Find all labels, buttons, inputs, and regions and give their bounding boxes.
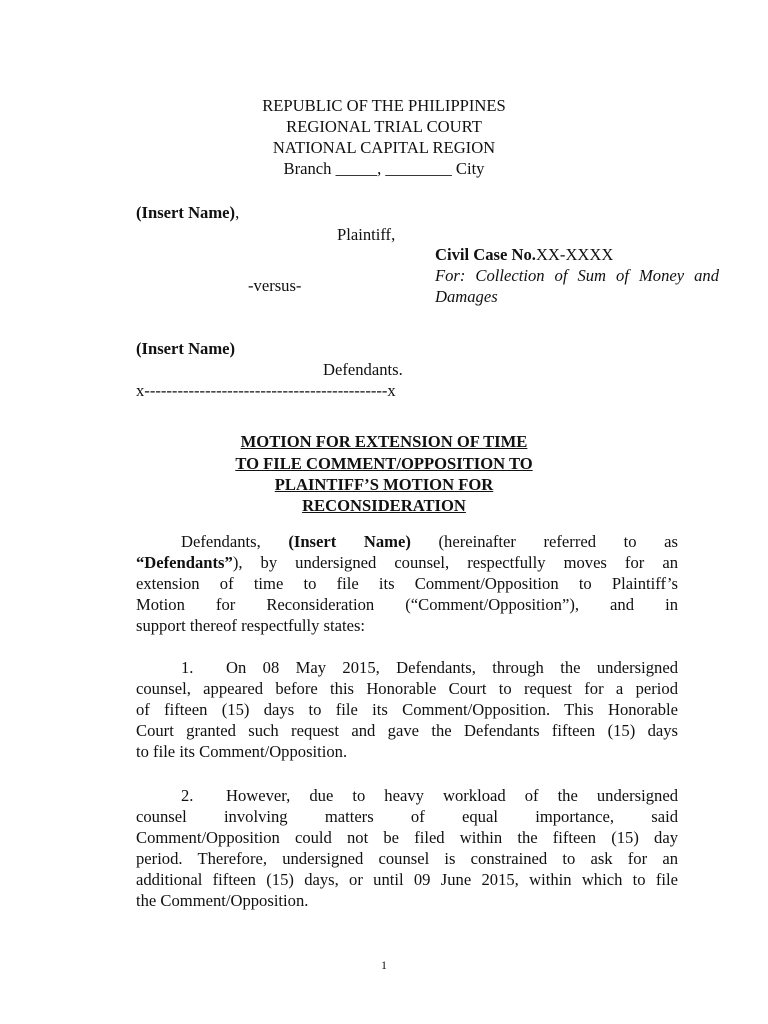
motion-title-line1: MOTION FOR EXTENSION OF TIME [240, 432, 528, 451]
para2-line6: the Comment/Opposition. [136, 891, 309, 910]
motion-title-line4: RECONSIDERATION [302, 496, 466, 515]
case-number-value: XX-XXXX [535, 245, 614, 264]
para2-line4: period. Therefore, undersigned counsel is constrained to ask for an [136, 849, 678, 868]
para2-line2: counsel involving matters of equal importance, said [136, 807, 678, 826]
para2-line3: Comment/Opposition could not be filed within the fifteen (15) day [136, 828, 678, 847]
motion-title-line2: TO FILE COMMENT/OPPOSITION TO [235, 454, 533, 473]
para1-line3: of fifteen (15) days to file its Comment/Opposition. This Honorable [136, 700, 678, 719]
para2-line1-text: However, due to heavy workload of the undersigned [226, 786, 678, 805]
para2-number: 2. [181, 786, 194, 805]
case-number-label: Civil Case No. [435, 245, 536, 264]
court-header-rtc: REGIONAL TRIAL COURT [286, 117, 482, 136]
intro-line2 [136, 552, 678, 573]
intro-defendants-defined: “Defendants” [136, 553, 233, 572]
paragraph-1 [136, 657, 678, 762]
intro-defendants-word: Defendants, [181, 532, 261, 551]
intro-hereinafter: (hereinafter referred to as [438, 532, 678, 551]
intro-paragraph [136, 531, 678, 636]
court-header-ncr: NATIONAL CAPITAL REGION [272, 138, 496, 157]
court-header-republic: REPUBLIC OF THE PHILIPPINES [262, 96, 506, 115]
intro-line2-text: ), by undersigned counsel, respectfully moves for an [232, 553, 678, 572]
para1-line1-text: On 08 May 2015, Defendants, through the undersigned [226, 658, 678, 677]
intro-line5: support thereof respectfully states: [136, 616, 366, 635]
para2-line1 [136, 785, 678, 806]
motion-title-line3: PLAINTIFF’S MOTION FOR [274, 475, 494, 494]
versus-label: -versus- [248, 276, 302, 295]
para1-number: 1. [181, 658, 194, 677]
defendant-name: (Insert Name) [136, 339, 236, 358]
plaintiff-label: Plaintiff, [337, 225, 396, 244]
intro-insert-name: (Insert Name) [288, 532, 411, 551]
court-header-branch: Branch _____, ________ City [283, 159, 485, 178]
caption-separator: x--------------------------------------------x [136, 381, 396, 400]
para2-line5: additional fifteen (15) days, or until 09 June 2015, within which to file [136, 870, 678, 889]
paragraph-2 [136, 785, 678, 911]
plaintiff-comma: , [235, 203, 240, 222]
intro-line1 [136, 531, 678, 552]
para1-line5: to file its Comment/Opposition. [136, 742, 348, 761]
plaintiff-name: (Insert Name) [136, 203, 236, 222]
plaintiff-name-line [136, 202, 239, 223]
intro-line3: extension of time to file its Comment/Opposition to Plaintiff’s [136, 574, 678, 593]
case-nature-line1: For: Collection of Sum of Money and [435, 266, 719, 285]
intro-line4: Motion for Reconsideration (“Comment/Opposition”), and in [136, 595, 678, 614]
case-number [435, 244, 613, 265]
defendant-label: Defendants. [323, 360, 403, 379]
page-number: 1 [381, 958, 387, 972]
case-nature-line2: Damages [435, 287, 498, 306]
para1-line1 [136, 657, 678, 678]
para1-line4: Court granted such request and gave the Defendants fifteen (15) days [136, 721, 678, 740]
para1-line2: counsel, appeared before this Honorable Court to request for a period [136, 679, 678, 698]
